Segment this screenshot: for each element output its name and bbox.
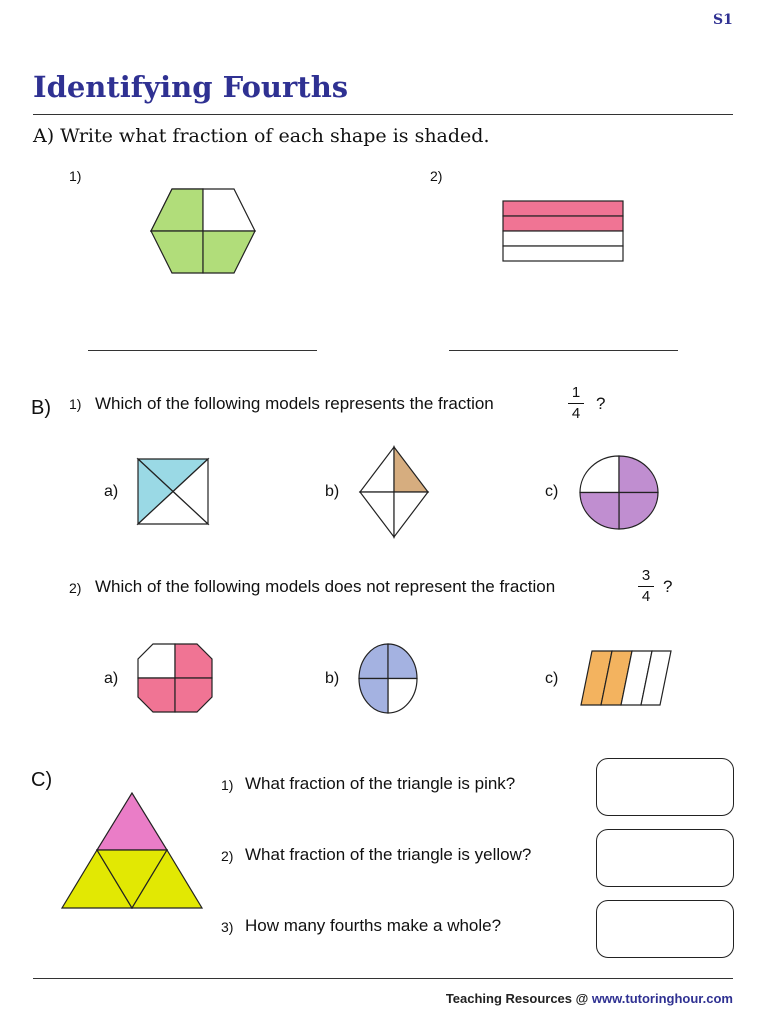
- section-b-q2-end: ?: [663, 577, 673, 596]
- circle-quarters-shape: [579, 455, 659, 530]
- section-c-q3-number: 3): [221, 919, 234, 935]
- fraction-numerator: 3: [641, 567, 651, 584]
- fraction-bar: [638, 586, 654, 587]
- footer-credit: [446, 991, 733, 1006]
- fraction-bar: [568, 403, 584, 404]
- footer-divider: [33, 978, 733, 979]
- answer-box-1[interactable]: [596, 758, 734, 816]
- answer-box-2[interactable]: [596, 829, 734, 887]
- section-c-q2-text: What fraction of the triangle is yellow?: [245, 845, 532, 864]
- section-c-label: C): [31, 769, 53, 791]
- fraction-one-fourth: [566, 384, 586, 423]
- parallelogram-strips-shape: [580, 650, 672, 706]
- section-a-instruction: A) Write what fraction of each shape is shaded.: [33, 125, 490, 147]
- rhombus-quarters-shape: [359, 446, 429, 538]
- page-title: Identifying Fourths: [33, 70, 349, 104]
- section-b-q1-option-b[interactable]: b): [325, 483, 340, 500]
- footer-url-link[interactable]: www.tutoringhour.com: [591, 991, 733, 1006]
- section-b-q2-number: 2): [69, 580, 82, 596]
- rectangle-strips-shape: [502, 200, 624, 262]
- answer-box-3[interactable]: [596, 900, 734, 958]
- answer-line-2[interactable]: [449, 350, 678, 351]
- oval-quarters-shape: [358, 643, 418, 714]
- section-a-item-2-number: 2): [430, 168, 443, 184]
- square-quarters-shape: [137, 458, 209, 525]
- octagon-quarters-shape: [137, 643, 213, 713]
- section-b-q1-option-c[interactable]: c): [545, 483, 559, 500]
- section-c-q1-text: What fraction of the triangle is pink?: [245, 774, 516, 793]
- fraction-numerator: 1: [571, 384, 581, 401]
- section-b-q2-option-c[interactable]: c): [545, 670, 559, 687]
- section-c-q1-number: 1): [221, 777, 234, 793]
- section-b-q2-option-b[interactable]: b): [325, 670, 340, 687]
- section-b-q1-option-a[interactable]: a): [104, 483, 119, 500]
- section-c-q2-number: 2): [221, 848, 234, 864]
- section-b-q1-end: ?: [596, 394, 606, 413]
- fraction-denominator: 4: [641, 588, 651, 605]
- sheet-code: S1: [713, 12, 733, 28]
- answer-line-1[interactable]: [88, 350, 317, 351]
- fraction-denominator: 4: [571, 405, 581, 422]
- hexagon-shape: [150, 188, 256, 274]
- fraction-three-fourths: [636, 567, 656, 606]
- section-b-q2-text: Which of the following models does not represent the fraction: [95, 577, 556, 596]
- triangle-fourths-shape: [61, 792, 203, 910]
- section-b-label: B): [31, 397, 51, 419]
- section-b-q1-number: 1): [69, 396, 82, 412]
- title-divider: [33, 114, 733, 115]
- section-b-q1-text: Which of the following models represents the fraction: [95, 394, 494, 413]
- footer-prefix: Teaching Resources @: [445, 991, 592, 1006]
- section-a-item-1-number: 1): [69, 168, 82, 184]
- section-b-q2-option-a[interactable]: a): [104, 670, 119, 687]
- section-c-q3-text: How many fourths make a whole?: [245, 916, 502, 935]
